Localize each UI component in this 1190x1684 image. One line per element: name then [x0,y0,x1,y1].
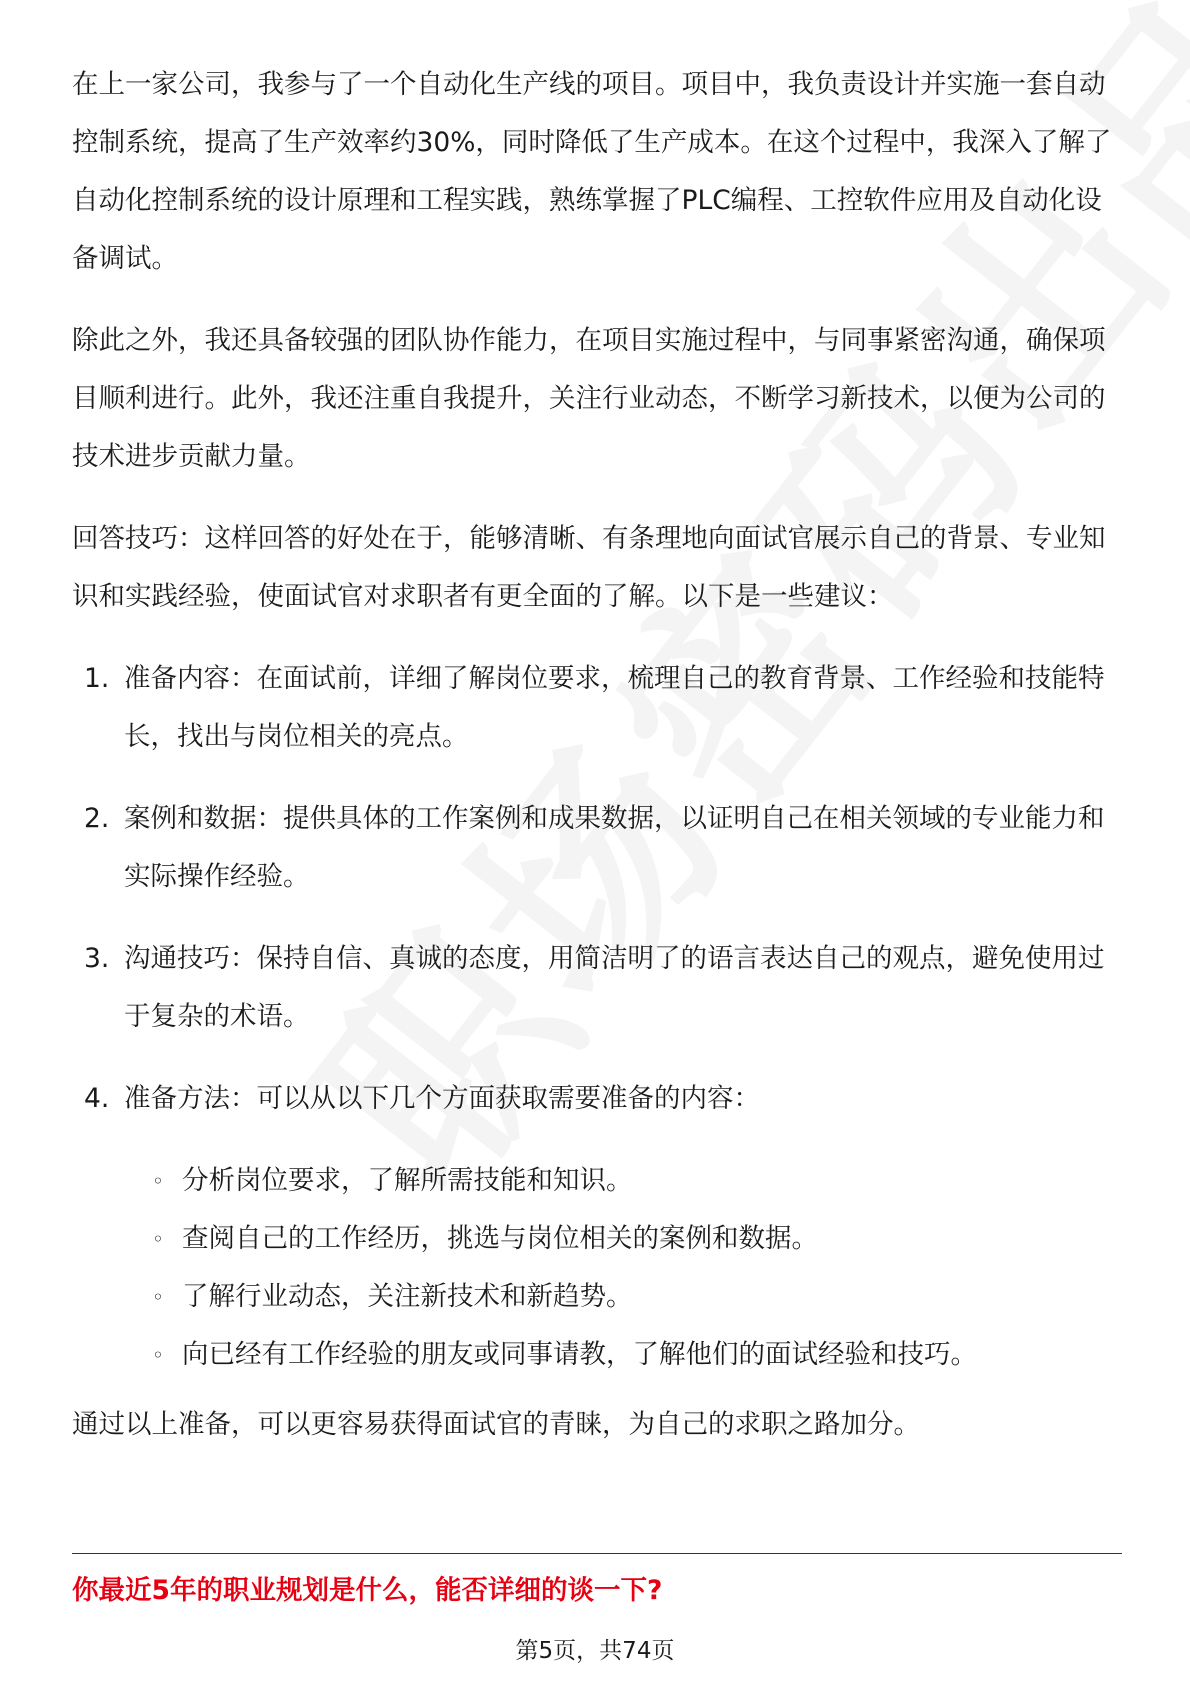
bullet-icon: ◦ [152,1169,164,1193]
tip-text: 沟通技巧：保持自信、真诚的态度，用简洁明了的语言表达自己的观点，避免使用过于复杂的术语。 [124,943,1105,1032]
bullet-icon: ◦ [152,1343,164,1367]
list-item-text: 查阅自己的工作经历，挑选与岗位相关的案例和数据。 [182,1223,818,1254]
tip-number: 1. [84,663,110,694]
tip-item-4 [72,1070,1122,1128]
intro-paragraph-2: 除此之外，我还具备较强的团队协作能力，在项目实施过程中，与同事紧密沟通，确保项目顺利进行。此外，我还注重自我提升，关注行业动态，不断学习新技术，以便为公司的技术进步贡献力量。 [72,325,1106,472]
answer-tips-paragraph: 回答技巧：这样回答的好处在于，能够清晰、有条理地向面试官展示自己的背景、专业知识和实践经验，使面试官对求职者有更全面的了解。以下是一些建议： [72,523,1106,612]
list-item-text: 分析岗位要求，了解所需技能和知识。 [182,1165,633,1196]
bullet-icon: ◦ [152,1285,164,1309]
preparation-methods-list [72,1152,1122,1384]
tip-number: 3. [84,943,110,974]
list-item [152,1152,1122,1210]
next-question-heading: 你最近5年的职业规划是什么，能否详细的谈一下? [72,1575,663,1606]
bullet-icon: ◦ [152,1227,164,1251]
tip-item-1 [72,650,1122,766]
section-divider [72,1553,1122,1554]
tips-list [72,650,1122,1128]
tip-text: 案例和数据：提供具体的工作案例和成果数据，以证明自己在相关领域的专业能力和实际操作经验。 [124,803,1105,892]
list-item [152,1210,1122,1268]
tip-number: 2. [84,803,110,834]
tip-text: 准备内容：在面试前，详细了解岗位要求，梳理自己的教育背景、工作经验和技能特长，找出与岗位相关的亮点。 [124,663,1105,752]
tip-text: 准备方法：可以从以下几个方面获取需要准备的内容： [124,1083,760,1114]
tip-number: 4. [84,1083,110,1114]
tip-item-2 [72,790,1122,906]
list-item-text: 了解行业动态，关注新技术和新趋势。 [182,1281,633,1312]
document-body [72,56,1122,1454]
list-item [152,1326,1122,1384]
list-item-text: 向已经有工作经验的朋友或同事请教，了解他们的面试经验和技巧。 [182,1339,977,1370]
list-item [152,1268,1122,1326]
closing-paragraph: 通过以上准备，可以更容易获得面试官的青睐，为自己的求职之路加分。 [72,1409,920,1440]
tip-item-3 [72,930,1122,1046]
intro-paragraph-1: 在上一家公司，我参与了一个自动化生产线的项目。项目中，我负责设计并实施一套自动控制系统，提高了生产效率约30%，同时降低了生产成本。在这个过程中，我深入了解了自动化控制系统的设计原理和工程实践，熟练掌握了PLC编程、工控软件应用及自动化设备调试。 [72,69,1112,274]
page-number: 第5页，共74页 [515,1638,675,1664]
